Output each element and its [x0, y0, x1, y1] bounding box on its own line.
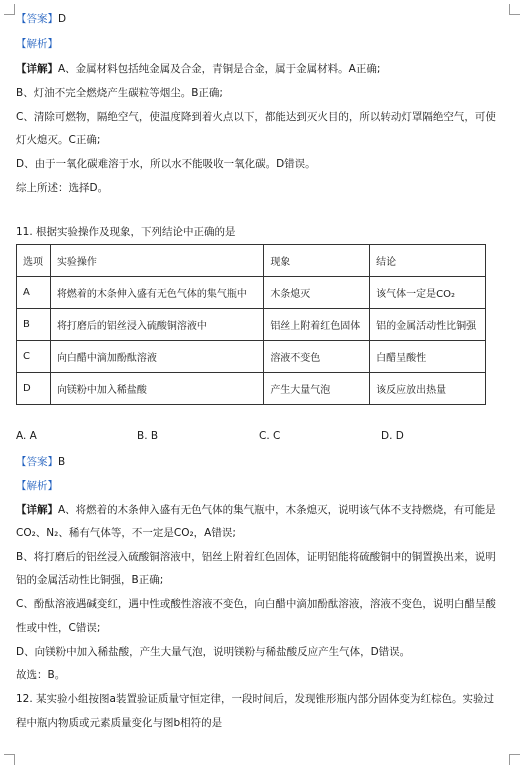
q11-stem: 11. 根据实验操作及现象，下列结论中正确的是 — [16, 226, 236, 238]
q11-detail-tag: 【详解】 — [16, 504, 58, 516]
q11-detail-line-6: D、向镁粉中加入稀盐酸，产生大量气泡，说明镁粉与稀盐酸反应产生气体，D错误。 — [16, 646, 411, 658]
table-header-phenomenon: 现象 — [264, 245, 370, 277]
q10-detail-text-0: A、金属材料包括纯金属及合金，青铜是合金，属于金属材料。A正确; — [58, 63, 381, 75]
q10-analysis-tag: 【解析】 — [16, 38, 58, 50]
q11-option-b: B. B — [137, 430, 159, 442]
table-cell: D — [17, 373, 51, 405]
q11-detail-line-0 — [16, 503, 510, 517]
table-cell: 铝的金属活动性比铜强 — [370, 309, 486, 341]
q11-detail-line-5: 性或中性，C错误; — [16, 622, 101, 634]
q10-detail-line-3: 灯火熄灭。C正确; — [16, 134, 101, 146]
q11-table — [16, 244, 486, 405]
table-cell: A — [17, 277, 51, 309]
q11-detail-text-0: A、将燃着的木条伸入盛有无色气体的集气瓶中，木条熄灭，说明该气体不支持燃烧，有可能是 — [58, 504, 496, 516]
table-cell: C — [17, 341, 51, 373]
q10-summary: 综上所述：选择D。 — [16, 182, 109, 194]
table-cell: 向白醋中滴加酚酞溶液 — [50, 341, 263, 373]
q11-detail-line-4: C、酚酞溶液遇碱变红，遇中性或酸性溶液不变色，向白醋中滴加酚酞溶液，溶液不变色，说明白醋呈酸 — [16, 598, 496, 610]
table-cell: B — [17, 309, 51, 341]
q11-detail-line-2: B、将打磨后的铝丝浸入硫酸铜溶液中，铝丝上附着红色固体，证明铝能将硫酸铜中的铜置换出来，说明 — [16, 551, 496, 563]
table-row — [17, 277, 486, 309]
table-row — [17, 373, 486, 405]
table-cell: 木条熄灭 — [264, 277, 370, 309]
q10-answer-value: D — [58, 13, 67, 25]
table-row — [17, 341, 486, 373]
table-cell: 白醋呈酸性 — [370, 341, 486, 373]
table-header-operation: 实验操作 — [50, 245, 263, 277]
table-cell: 将燃着的木条伸入盛有无色气体的集气瓶中 — [50, 277, 263, 309]
table-row — [17, 309, 486, 341]
q11-analysis-tag: 【解析】 — [16, 480, 58, 492]
q11-option-d: D. D — [381, 430, 404, 442]
table-cell: 向镁粉中加入稀盐酸 — [50, 373, 263, 405]
table-header-conclusion: 结论 — [370, 245, 486, 277]
q10-answer — [16, 12, 510, 26]
crop-mark-top-right — [509, 4, 520, 15]
table-cell: 溶液不变色 — [264, 341, 370, 373]
crop-mark-bottom-right — [509, 754, 520, 765]
q10-detail-line-1: B、灯油不完全燃烧产生碳粒等烟尘。B正确; — [16, 87, 223, 99]
q11-option-a: A. A — [16, 430, 37, 442]
table-cell: 将打磨后的铝丝浸入硫酸铜溶液中 — [50, 309, 263, 341]
q11-answer-value: B — [58, 456, 66, 468]
q10-detail-line-0 — [16, 62, 510, 76]
q11-final-choice: 故选：B。 — [16, 669, 66, 681]
table-cell: 产生大量气泡 — [264, 373, 370, 405]
crop-mark-bottom-left — [4, 754, 15, 765]
q11-detail-line-1: CO₂、N₂、稀有气体等，不一定是CO₂，A错误; — [16, 527, 236, 539]
q12-stem-line-1: 程中瓶内物质或元素质量变化与图b相符的是 — [16, 717, 223, 729]
table-cell: 铝丝上附着红色固体 — [264, 309, 370, 341]
q11-detail-line-3: 铝的金属活动性比铜强，B正确; — [16, 574, 164, 586]
q10-answer-tag: 【答案】 — [16, 13, 58, 25]
q10-detail-tag: 【详解】 — [16, 63, 58, 75]
q12-stem-line-0: 12. 某实验小组按图a装置验证质量守恒定律，一段时间后，发现锥形瓶内部分固体变为红棕色。实验过 — [16, 693, 494, 705]
q11-options — [16, 430, 486, 444]
q11-answer — [16, 455, 510, 469]
table-header-option: 选项 — [17, 245, 51, 277]
crop-mark-top-left — [4, 4, 15, 15]
q11-option-c: C. C — [259, 430, 281, 442]
q10-detail-line-4: D、由于一氧化碳难溶于水，所以水不能吸收一氧化碳。D错误。 — [16, 158, 316, 170]
table-cell: 该反应放出热量 — [370, 373, 486, 405]
q11-answer-tag: 【答案】 — [16, 456, 58, 468]
q10-detail-line-2: C、清除可燃物，隔绝空气，使温度降到着火点以下，都能达到灭火目的，所以转动灯罩隔绝空气，可使 — [16, 111, 496, 123]
table-cell: 该气体一定是CO₂ — [370, 277, 486, 309]
table-header-row — [17, 245, 486, 277]
